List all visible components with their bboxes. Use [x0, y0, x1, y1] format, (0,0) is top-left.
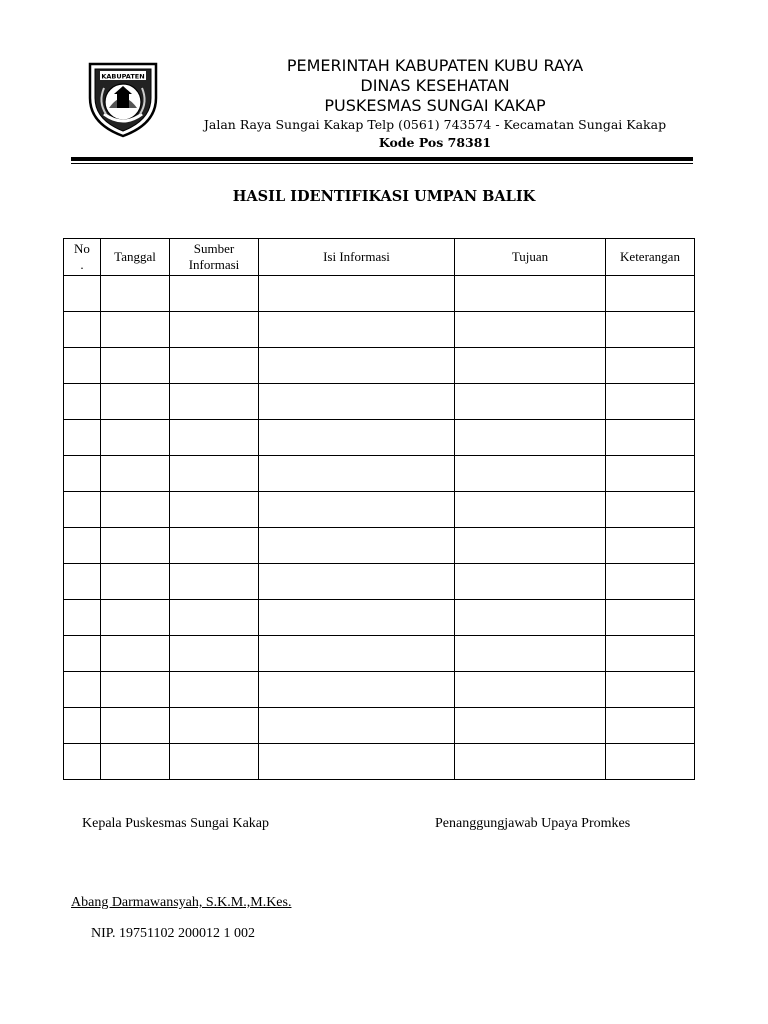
table-cell — [455, 348, 606, 384]
table-cell — [101, 312, 170, 348]
table-cell — [259, 744, 455, 780]
table-cell — [101, 420, 170, 456]
table-cell — [259, 528, 455, 564]
table-cell — [606, 312, 695, 348]
table-cell — [170, 600, 259, 636]
table-cell — [170, 456, 259, 492]
table-cell — [101, 492, 170, 528]
table-cell — [259, 492, 455, 528]
table-cell — [101, 456, 170, 492]
table-cell — [64, 312, 101, 348]
table-cell — [259, 348, 455, 384]
table-cell — [606, 708, 695, 744]
table-cell — [455, 456, 606, 492]
table-cell — [259, 672, 455, 708]
table-cell — [170, 276, 259, 312]
table-cell — [64, 672, 101, 708]
table-row — [64, 600, 695, 636]
table-cell — [259, 312, 455, 348]
table-header-row — [64, 239, 695, 276]
table-cell — [259, 564, 455, 600]
letterhead — [195, 56, 675, 152]
table-cell — [101, 708, 170, 744]
table-cell — [606, 456, 695, 492]
table-row — [64, 456, 695, 492]
table-cell — [455, 600, 606, 636]
column-header-isi-informasi: Isi Informasi — [259, 239, 455, 276]
table-cell — [259, 456, 455, 492]
table-cell — [101, 672, 170, 708]
table-cell — [101, 384, 170, 420]
table-cell — [64, 384, 101, 420]
table-cell — [64, 564, 101, 600]
table-cell — [606, 564, 695, 600]
table-cell — [455, 528, 606, 564]
table-cell — [64, 420, 101, 456]
government-name: PEMERINTAH KABUPATEN KUBU RAYA — [286, 56, 584, 75]
address-line: Jalan Raya Sungai Kakap Telp (0561) 743574 - Kecamatan Sungai Kakap — [203, 117, 667, 132]
signatory-name: Abang Darmawansyah, S.K.M.,M.Kes. — [71, 895, 292, 910]
table-cell — [101, 636, 170, 672]
table-cell — [64, 492, 101, 528]
table-cell — [101, 276, 170, 312]
table-cell — [101, 564, 170, 600]
document-title: HASIL IDENTIFIKASI UMPAN BALIK — [232, 188, 536, 205]
table-cell — [64, 528, 101, 564]
column-header-keterangan: Keterangan — [606, 239, 695, 276]
table-cell — [170, 348, 259, 384]
clinic-name: PUSKESMAS SUNGAI KAKAP — [324, 96, 546, 115]
svg-text:KABUPATEN: KABUPATEN — [101, 72, 145, 81]
table-cell — [455, 312, 606, 348]
table-cell — [170, 744, 259, 780]
table-cell — [606, 348, 695, 384]
table-cell — [101, 600, 170, 636]
table-cell — [259, 420, 455, 456]
table-cell — [170, 708, 259, 744]
table-cell — [259, 636, 455, 672]
head-of-clinic-title: Kepala Puskesmas Sungai Kakap — [82, 816, 270, 831]
table-row — [64, 384, 695, 420]
column-header-tanggal: Tanggal — [101, 239, 170, 276]
table-cell — [455, 636, 606, 672]
table-cell — [170, 564, 259, 600]
district-logo — [84, 58, 162, 138]
table-cell — [64, 456, 101, 492]
letterhead-divider-thin — [71, 163, 693, 164]
table-cell — [170, 384, 259, 420]
table-row — [64, 744, 695, 780]
table-cell — [455, 276, 606, 312]
table-cell — [259, 600, 455, 636]
table-cell — [64, 636, 101, 672]
table-cell — [170, 636, 259, 672]
table-row — [64, 564, 695, 600]
letterhead-divider-thick — [71, 157, 693, 161]
table-cell — [455, 672, 606, 708]
table-cell — [101, 528, 170, 564]
signatory-nip: NIP. 19751102 200012 1 002 — [91, 926, 255, 941]
table-cell — [101, 744, 170, 780]
feedback-table — [63, 238, 695, 780]
table-cell — [606, 636, 695, 672]
table-cell — [455, 384, 606, 420]
table-cell — [455, 492, 606, 528]
table-cell — [606, 420, 695, 456]
table-row — [64, 420, 695, 456]
table-row — [64, 348, 695, 384]
table-cell — [606, 600, 695, 636]
column-header-sumber-informasi: Sumber Informasi — [170, 239, 259, 276]
table-cell — [606, 384, 695, 420]
table-row — [64, 276, 695, 312]
table-cell — [606, 744, 695, 780]
table-cell — [606, 492, 695, 528]
table-cell — [64, 600, 101, 636]
column-header-no: No . — [64, 239, 101, 276]
table-cell — [455, 420, 606, 456]
department-name: DINAS KESEHATAN — [360, 76, 510, 95]
table-row — [64, 312, 695, 348]
postal-code: Kode Pos 78381 — [378, 135, 492, 150]
table-cell — [170, 492, 259, 528]
table-row — [64, 672, 695, 708]
table-cell — [170, 672, 259, 708]
table-cell — [455, 564, 606, 600]
table-cell — [170, 312, 259, 348]
column-header-tujuan: Tujuan — [455, 239, 606, 276]
table-cell — [259, 708, 455, 744]
table-row — [64, 636, 695, 672]
table-cell — [606, 528, 695, 564]
table-body — [64, 276, 695, 780]
table-cell — [170, 528, 259, 564]
table-cell — [259, 384, 455, 420]
table-cell — [64, 276, 101, 312]
table-row — [64, 708, 695, 744]
table-cell — [101, 348, 170, 384]
table-row — [64, 528, 695, 564]
table-cell — [64, 708, 101, 744]
promkes-coordinator-title: Penanggungjawab Upaya Promkes — [435, 816, 631, 831]
table-cell — [170, 420, 259, 456]
table-cell — [455, 708, 606, 744]
table-cell — [606, 276, 695, 312]
table-row — [64, 492, 695, 528]
table-cell — [259, 276, 455, 312]
table-cell — [64, 744, 101, 780]
table-cell — [455, 744, 606, 780]
table-cell — [64, 348, 101, 384]
table-cell — [606, 672, 695, 708]
